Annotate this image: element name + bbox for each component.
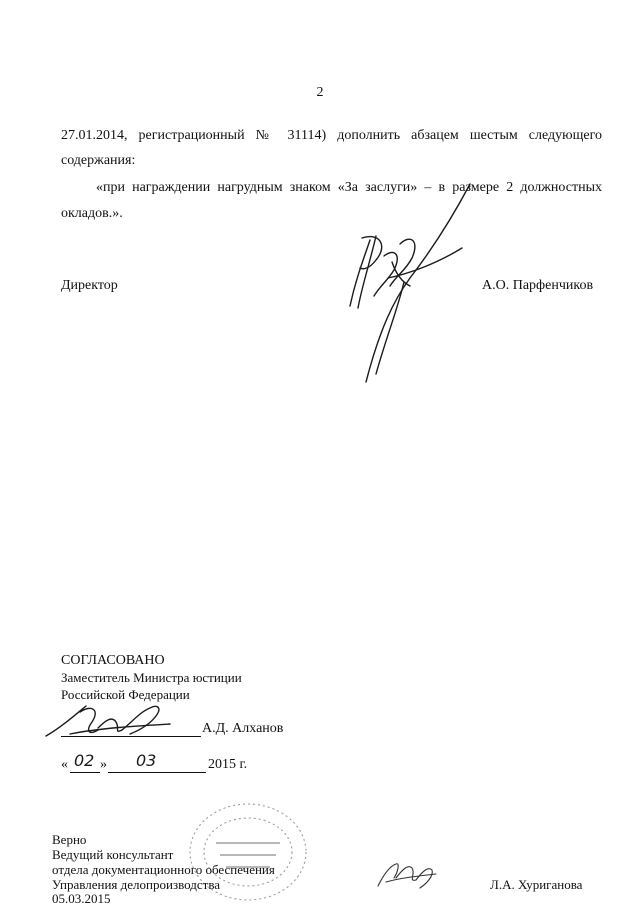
approval-line-1: Заместитель Министра юстиции: [61, 670, 242, 685]
certification-name: Л.А. Хуриганова: [490, 877, 583, 892]
approval-heading: СОГЛАСОВАНО: [61, 653, 165, 668]
certification-line-4: Управления делопроизводства: [52, 877, 221, 892]
body-line-2: содержания:: [61, 153, 136, 168]
approval-date-year: 2015 г.: [208, 757, 248, 772]
approval-date-day: 02: [74, 751, 95, 770]
certification-signature: [372, 856, 442, 896]
body-line-4: окладов.».: [61, 206, 123, 221]
approval-signature: [40, 694, 180, 744]
approval-date-open-quote: «: [61, 757, 68, 772]
page-number: 2: [316, 85, 324, 100]
date-day-underline: [70, 772, 100, 773]
certification-line-3: отдела документационного обеспечения: [52, 862, 275, 877]
certification-line-5: 05.03.2015: [52, 891, 111, 906]
approval-date-close-quote: »: [100, 757, 107, 772]
body-line-3: «при награждении нагрудным знаком «За заслуги» – в размере 2 должностных: [96, 180, 602, 195]
signatory-position: Директор: [61, 278, 118, 293]
date-month-underline: [108, 772, 206, 773]
approval-line-2: Российской Федерации: [61, 687, 190, 702]
approval-date-month: 03: [136, 751, 157, 770]
certification-line-2: Ведущий консультант: [52, 847, 174, 862]
body-line-1: 27.01.2014, регистрационный № 31114) дополнить абзацем шестым следующего: [61, 128, 602, 143]
signatory-name: А.О. Парфенчиков: [482, 278, 594, 293]
approval-name: А.Д. Алханов: [202, 721, 284, 736]
director-signature: [340, 178, 480, 388]
certification-line-1: Верно: [52, 832, 87, 847]
